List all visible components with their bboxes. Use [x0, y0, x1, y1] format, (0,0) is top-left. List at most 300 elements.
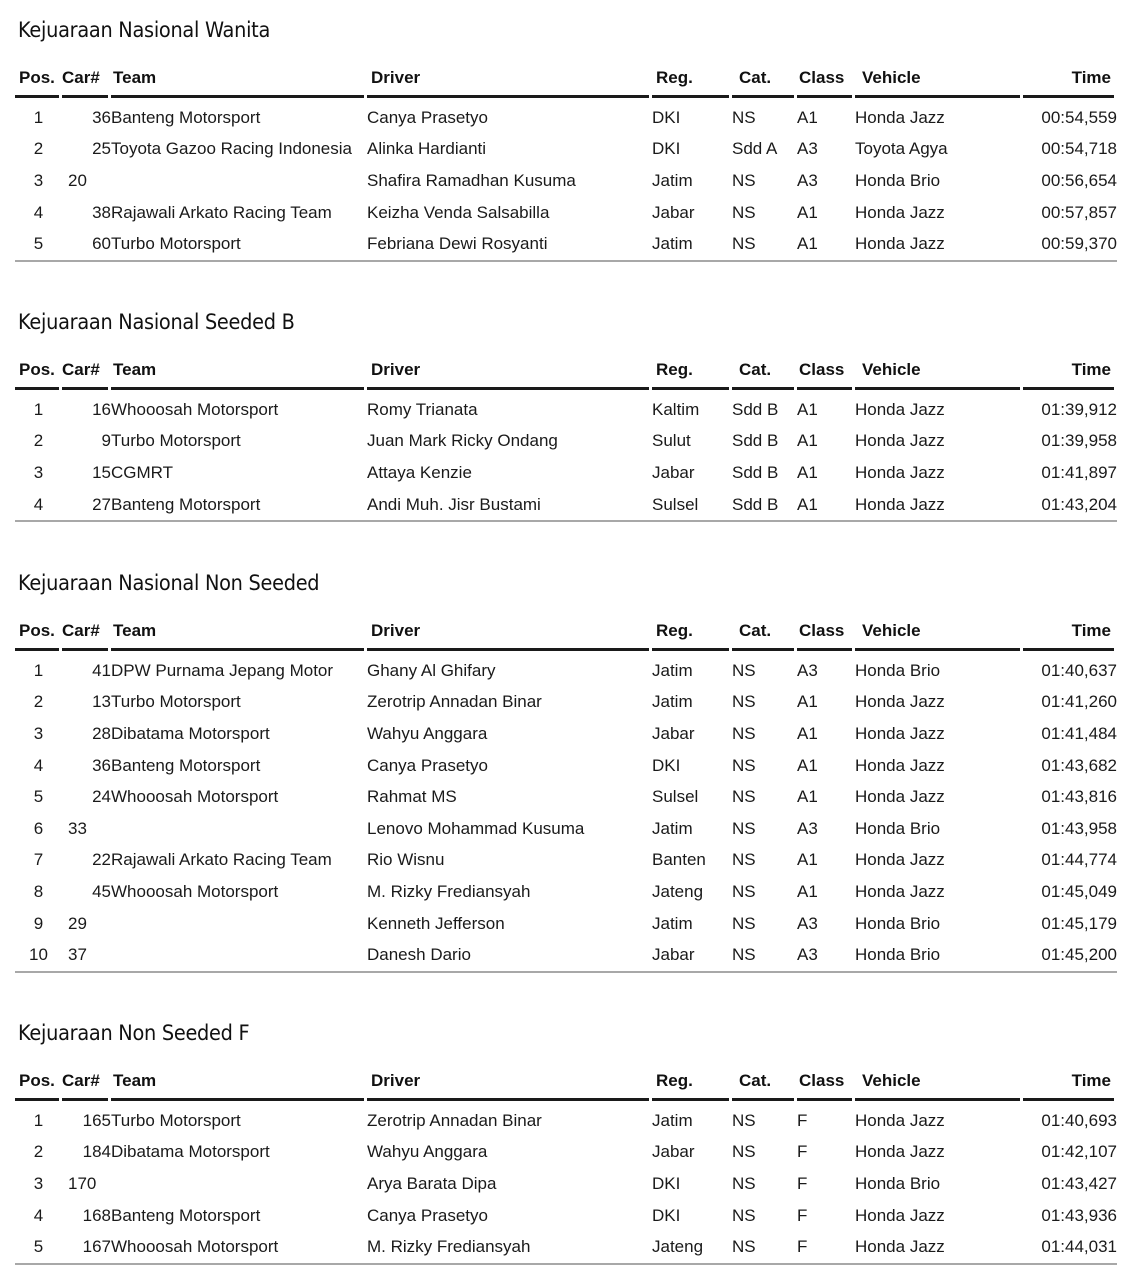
column-header-driver	[367, 360, 652, 394]
column-header-car	[62, 68, 111, 102]
cell-category: Sdd B	[732, 462, 779, 482]
cell-team: Banteng Motorsport	[111, 489, 367, 523]
column-header-time	[1023, 621, 1117, 655]
cell-time: 01:44,031	[1023, 1231, 1117, 1265]
cell-region: Jabar	[652, 1142, 695, 1162]
table-row	[15, 781, 1117, 813]
column-header-label: Team	[113, 360, 157, 379]
column-header-label: Cat.	[739, 621, 772, 640]
column-header-label: Class	[799, 1071, 845, 1090]
section-title: Kejuaraan Nasional Non Seeded	[18, 571, 320, 595]
cell-region: DKI	[652, 755, 681, 775]
cell-region: Sulut	[652, 431, 691, 451]
column-header-vehicle	[855, 621, 1023, 655]
table-row	[15, 718, 1117, 750]
cell-team: Turbo Motorsport	[111, 692, 241, 712]
cell-time: 01:43,682	[1041, 755, 1117, 775]
cell-vehicle: Honda Jazz	[855, 787, 945, 807]
cell-pos: 3	[33, 462, 44, 482]
cell-time: 01:43,816	[1041, 787, 1117, 807]
cell-pos: 5	[15, 228, 62, 262]
cell-pos: 4	[33, 202, 44, 222]
cell-time: 00:56,654	[1041, 170, 1117, 190]
cell-class: A1	[797, 202, 818, 222]
cell-class: A1	[797, 723, 818, 743]
table-row	[15, 813, 1117, 845]
table-row	[15, 1168, 1117, 1200]
cell-team: Banteng Motorsport	[111, 755, 261, 775]
column-header-label: Reg.	[656, 1071, 693, 1090]
cell-time: 01:44,774	[1041, 850, 1117, 870]
cell-time: 01:45,049	[1041, 881, 1117, 901]
cell-time: 01:42,107	[1041, 1142, 1117, 1162]
cell-pos: 2	[33, 139, 44, 159]
cell-time: 01:39,912	[1041, 399, 1117, 419]
column-header-team	[111, 1071, 367, 1105]
column-header-pos	[15, 360, 62, 394]
cell-driver: Lenovo Mohammad Kusuma	[367, 818, 585, 838]
cell-car-number: 16	[92, 399, 111, 419]
cell-pos: 8	[33, 881, 44, 901]
column-header-class	[797, 1071, 855, 1105]
cell-driver: Alinka Hardianti	[367, 139, 487, 159]
cell-class: A1	[797, 787, 818, 807]
cell-team: Turbo Motorsport	[111, 1110, 241, 1130]
cell-class: A1	[797, 850, 818, 870]
cell-driver: Zerotrip Annadan Binar	[367, 1110, 542, 1130]
cell-vehicle: Honda Brio	[855, 1173, 941, 1193]
column-header-team	[111, 621, 367, 655]
cell-time: 01:45,179	[1041, 913, 1117, 933]
cell-category: NS	[732, 202, 756, 222]
column-header-label: Cat.	[739, 1071, 772, 1090]
table-header-row	[15, 360, 1117, 394]
column-header-label: Vehicle	[862, 621, 921, 640]
cell-pos: 4	[33, 1205, 44, 1225]
cell-driver: Arya Barata Dipa	[367, 1173, 497, 1193]
cell-time: 01:41,484	[1041, 723, 1117, 743]
cell-class: A3	[797, 818, 818, 838]
cell-car-number: 165	[82, 1110, 111, 1130]
cell-class: A3	[797, 170, 818, 190]
cell-car-number: 22	[92, 850, 111, 870]
column-header-label: Class	[799, 360, 845, 379]
cell-team: Dibatama Motorsport	[111, 723, 270, 743]
cell-car-number: 20	[68, 170, 87, 190]
column-header-label: Pos.	[19, 621, 55, 640]
cell-vehicle: Honda Jazz	[855, 399, 945, 419]
cell-vehicle: Honda Jazz	[855, 723, 945, 743]
cell-car-number: 170	[68, 1173, 97, 1193]
cell-category: NS	[732, 228, 797, 262]
cell-team	[111, 939, 367, 973]
cell-class: A1	[797, 431, 818, 451]
cell-car-number: 184	[82, 1142, 111, 1162]
cell-driver: Andi Muh. Jisr Bustami	[367, 489, 652, 523]
cell-team: Dibatama Motorsport	[111, 1142, 270, 1162]
cell-time: 01:43,204	[1023, 489, 1117, 523]
cell-car-number: 29	[68, 913, 87, 933]
cell-team	[111, 813, 367, 845]
column-header-label: Driver	[371, 621, 421, 640]
cell-time: 01:41,897	[1041, 462, 1117, 482]
table-row	[15, 750, 1117, 782]
cell-car-number: 168	[82, 1205, 111, 1225]
cell-time: 00:54,718	[1041, 139, 1117, 159]
table-row	[15, 197, 1117, 229]
cell-category: Sdd B	[732, 399, 779, 419]
column-header-vehicle	[855, 1071, 1023, 1105]
cell-region: Jatim	[652, 1110, 693, 1130]
cell-team: Whooosah Motorsport	[111, 399, 279, 419]
cell-car-number: 37	[62, 939, 111, 973]
cell-car-number: 33	[68, 818, 87, 838]
cell-region: Jabar	[652, 202, 695, 222]
cell-time: 01:39,958	[1041, 431, 1117, 451]
cell-team: Turbo Motorsport	[111, 431, 241, 451]
cell-pos: 7	[33, 850, 44, 870]
cell-region: Jatim	[652, 818, 693, 838]
section-title: Kejuaraan Nasional Wanita	[18, 18, 271, 42]
cell-vehicle: Honda Jazz	[855, 1110, 945, 1130]
cell-class: A1	[797, 228, 855, 262]
cell-category: NS	[732, 818, 756, 838]
column-header-label: Cat.	[739, 360, 772, 379]
cell-pos: 1	[33, 399, 44, 419]
column-header-label: Car#	[62, 360, 100, 379]
table-row	[15, 687, 1117, 719]
cell-vehicle: Honda Jazz	[855, 1231, 1023, 1265]
cell-vehicle: Honda Jazz	[855, 228, 1023, 262]
cell-vehicle: Honda Jazz	[855, 202, 945, 222]
column-header-vehicle	[855, 68, 1023, 102]
column-header-label: Driver	[371, 360, 421, 379]
cell-vehicle: Honda Jazz	[855, 755, 945, 775]
column-header-label: Reg.	[656, 360, 693, 379]
cell-vehicle: Toyota Agya	[855, 139, 948, 159]
cell-region: Jatim	[652, 660, 693, 680]
cell-car-number: 38	[92, 202, 111, 222]
table-row	[15, 457, 1117, 489]
section-title: Kejuaraan Non Seeded F	[18, 1021, 250, 1045]
cell-region: Jabar	[652, 462, 695, 482]
column-header-time	[1023, 1071, 1117, 1105]
cell-driver: Zerotrip Annadan Binar	[367, 692, 542, 712]
cell-category: NS	[732, 913, 756, 933]
cell-class: A1	[797, 107, 818, 127]
cell-region: Jateng	[652, 1231, 732, 1265]
cell-category: NS	[732, 939, 797, 973]
cell-pos: 1	[33, 660, 44, 680]
column-header-driver	[367, 621, 652, 655]
cell-class: A3	[797, 913, 818, 933]
cell-region: DKI	[652, 107, 681, 127]
cell-driver: Juan Mark Ricky Ondang	[367, 431, 558, 451]
cell-driver: Canya Prasetyo	[367, 755, 488, 775]
cell-region: Jatim	[652, 228, 732, 262]
cell-car-number: 27	[62, 489, 111, 523]
cell-team	[111, 908, 367, 940]
column-header-label: Time	[1071, 621, 1111, 640]
column-header-time	[1023, 360, 1117, 394]
cell-time: 01:45,200	[1023, 939, 1117, 973]
cell-team: DPW Purnama Jepang Motor	[111, 660, 334, 680]
column-header-driver	[367, 68, 652, 102]
cell-driver: M. Rizky Frediansyah	[367, 881, 531, 901]
column-header-label: Car#	[62, 621, 100, 640]
column-header-team	[111, 360, 367, 394]
cell-pos: 9	[33, 913, 44, 933]
table-row	[15, 845, 1117, 877]
cell-pos: 3	[33, 723, 44, 743]
cell-class: A3	[797, 660, 818, 680]
cell-class: F	[797, 1231, 855, 1265]
cell-region: Sulsel	[652, 787, 699, 807]
cell-time: 01:41,260	[1041, 692, 1117, 712]
column-header-label: Reg.	[656, 621, 693, 640]
column-header-label: Team	[113, 621, 157, 640]
cell-class: A1	[797, 462, 818, 482]
cell-vehicle: Honda Jazz	[855, 692, 945, 712]
results-table	[15, 68, 1117, 262]
cell-region: Jatim	[652, 913, 693, 933]
results-table	[15, 621, 1117, 973]
cell-team	[111, 165, 367, 197]
cell-car-number: 36	[92, 755, 111, 775]
cell-category: NS	[732, 107, 756, 127]
cell-category: NS	[732, 787, 756, 807]
column-header-car	[62, 360, 111, 394]
column-header-label: Pos.	[19, 360, 55, 379]
cell-time: 00:57,857	[1041, 202, 1117, 222]
cell-region: DKI	[652, 1205, 681, 1225]
cell-vehicle: Honda Jazz	[855, 489, 1023, 523]
column-header-label: Driver	[371, 1071, 421, 1090]
column-header-label: Car#	[62, 68, 100, 87]
cell-pos: 2	[33, 431, 44, 451]
column-header-time	[1023, 68, 1117, 102]
cell-time: 01:40,637	[1041, 660, 1117, 680]
column-header-label: Team	[113, 1071, 157, 1090]
cell-category: NS	[732, 723, 756, 743]
cell-team: Whooosah Motorsport	[111, 787, 279, 807]
cell-vehicle: Honda Brio	[855, 939, 1023, 973]
cell-team: CGMRT	[111, 462, 174, 482]
cell-car-number: 167	[62, 1231, 111, 1265]
cell-driver: Ghany Al Ghifary	[367, 660, 496, 680]
table-header-row	[15, 621, 1117, 655]
cell-pos: 10	[15, 939, 62, 973]
cell-time: 01:43,427	[1041, 1173, 1117, 1193]
table-row	[15, 1137, 1117, 1169]
cell-driver: Canya Prasetyo	[367, 107, 488, 127]
cell-vehicle: Honda Jazz	[855, 881, 945, 901]
cell-car-number: 13	[92, 692, 111, 712]
column-header-label: Time	[1071, 360, 1111, 379]
table-row	[15, 1200, 1117, 1232]
table-row	[15, 394, 1117, 426]
table-row	[15, 134, 1117, 166]
cell-region: Kaltim	[652, 399, 700, 419]
cell-class: A1	[797, 489, 855, 523]
cell-class: A1	[797, 755, 818, 775]
cell-class: F	[797, 1110, 808, 1130]
cell-car-number: 60	[62, 228, 111, 262]
cell-class: F	[797, 1205, 808, 1225]
column-header-label: Vehicle	[862, 1071, 921, 1090]
column-header-class	[797, 360, 855, 394]
cell-team: Turbo Motorsport	[111, 228, 367, 262]
cell-pos: 3	[33, 1173, 44, 1193]
cell-category: NS	[732, 881, 756, 901]
column-header-label: Cat.	[739, 68, 772, 87]
cell-vehicle: Honda Jazz	[855, 107, 945, 127]
column-header-cat	[732, 621, 797, 655]
column-header-pos	[15, 621, 62, 655]
table-row	[15, 426, 1117, 458]
cell-driver: Rio Wisnu	[367, 850, 445, 870]
column-header-cat	[732, 360, 797, 394]
cell-region: Jateng	[652, 881, 704, 901]
cell-vehicle: Honda Jazz	[855, 462, 945, 482]
section-title: Kejuaraan Nasional Seeded B	[18, 310, 295, 334]
column-header-label: Pos.	[19, 68, 55, 87]
cell-category: NS	[732, 692, 756, 712]
column-header-label: Class	[799, 68, 845, 87]
column-header-class	[797, 68, 855, 102]
column-header-label: Driver	[371, 68, 421, 87]
cell-team: Rajawali Arkato Racing Team	[111, 850, 332, 870]
cell-car-number: 9	[101, 431, 111, 451]
cell-category: Sdd A	[732, 139, 778, 159]
table-row	[15, 1105, 1117, 1137]
cell-time: 01:40,693	[1041, 1110, 1117, 1130]
cell-pos: 2	[33, 692, 44, 712]
cell-region: Jabar	[652, 939, 732, 973]
cell-category: Sdd B	[732, 489, 797, 523]
cell-pos: 4	[15, 489, 62, 523]
cell-driver: Rahmat MS	[367, 787, 457, 807]
column-header-label: Pos.	[19, 1071, 55, 1090]
cell-pos: 5	[33, 787, 44, 807]
cell-vehicle: Honda Brio	[855, 818, 941, 838]
column-header-label: Vehicle	[862, 68, 921, 87]
table-row	[15, 165, 1117, 197]
cell-vehicle: Honda Jazz	[855, 1142, 945, 1162]
table-row	[15, 489, 1117, 523]
table-row	[15, 908, 1117, 940]
column-header-driver	[367, 1071, 652, 1105]
cell-vehicle: Honda Brio	[855, 170, 941, 190]
cell-class: A1	[797, 692, 818, 712]
cell-driver: Attaya Kenzie	[367, 462, 472, 482]
cell-vehicle: Honda Brio	[855, 913, 941, 933]
column-header-car	[62, 621, 111, 655]
cell-car-number: 24	[92, 787, 111, 807]
cell-category: NS	[732, 850, 756, 870]
cell-car-number: 41	[92, 660, 111, 680]
cell-vehicle: Honda Jazz	[855, 1205, 945, 1225]
cell-team: Rajawali Arkato Racing Team	[111, 202, 332, 222]
cell-region: Jabar	[652, 723, 695, 743]
cell-car-number: 28	[92, 723, 111, 743]
cell-class: F	[797, 1173, 808, 1193]
column-header-class	[797, 621, 855, 655]
cell-driver: Canya Prasetyo	[367, 1205, 488, 1225]
cell-time: 01:43,936	[1041, 1205, 1117, 1225]
results-table	[15, 1071, 1117, 1265]
column-header-label: Car#	[62, 1071, 100, 1090]
table-row	[15, 876, 1117, 908]
column-header-team	[111, 68, 367, 102]
cell-time: 01:43,958	[1041, 818, 1117, 838]
cell-pos: 6	[33, 818, 44, 838]
cell-time: 00:54,559	[1041, 107, 1117, 127]
cell-pos: 1	[33, 1110, 44, 1130]
cell-car-number: 15	[92, 462, 111, 482]
column-header-vehicle	[855, 360, 1023, 394]
cell-time: 00:59,370	[1023, 228, 1117, 262]
cell-team: Toyota Gazoo Racing Indonesia	[111, 139, 352, 159]
cell-category: NS	[732, 170, 756, 190]
cell-pos: 1	[33, 107, 44, 127]
column-header-label: Vehicle	[862, 360, 921, 379]
cell-pos: 4	[33, 755, 44, 775]
cell-team: Banteng Motorsport	[111, 1205, 261, 1225]
cell-region: DKI	[652, 139, 681, 159]
cell-region: Banten	[652, 850, 706, 870]
column-header-reg	[652, 68, 732, 102]
cell-category: NS	[732, 1110, 756, 1130]
cell-driver: Danesh Dario	[367, 939, 652, 973]
cell-pos: 2	[33, 1142, 44, 1162]
cell-category: NS	[732, 1173, 756, 1193]
column-header-reg	[652, 621, 732, 655]
column-header-label: Class	[799, 621, 845, 640]
cell-vehicle: Honda Brio	[855, 660, 941, 680]
cell-category: NS	[732, 1142, 756, 1162]
cell-region: Jatim	[652, 692, 693, 712]
cell-car-number: 36	[92, 107, 111, 127]
cell-class: A3	[797, 139, 818, 159]
cell-driver: Febriana Dewi Rosyanti	[367, 228, 652, 262]
cell-driver: M. Rizky Frediansyah	[367, 1231, 652, 1265]
cell-category: NS	[732, 1231, 797, 1265]
column-header-cat	[732, 1071, 797, 1105]
table-row	[15, 228, 1117, 262]
cell-vehicle: Honda Jazz	[855, 850, 945, 870]
cell-driver: Shafira Ramadhan Kusuma	[367, 170, 576, 190]
cell-pos: 3	[33, 170, 44, 190]
cell-class: A1	[797, 399, 818, 419]
cell-category: NS	[732, 1205, 756, 1225]
table-row	[15, 102, 1117, 134]
cell-driver: Wahyu Anggara	[367, 723, 488, 743]
cell-category: NS	[732, 755, 756, 775]
table-header-row	[15, 1071, 1117, 1105]
cell-car-number: 45	[92, 881, 111, 901]
cell-driver: Keizha Venda Salsabilla	[367, 202, 550, 222]
cell-pos: 5	[15, 1231, 62, 1265]
cell-driver: Romy Trianata	[367, 399, 478, 419]
results-table	[15, 360, 1117, 522]
table-header-row	[15, 68, 1117, 102]
table-row	[15, 939, 1117, 973]
column-header-label: Time	[1071, 68, 1111, 87]
cell-region: Jatim	[652, 170, 693, 190]
column-header-car	[62, 1071, 111, 1105]
cell-class: A3	[797, 939, 855, 973]
